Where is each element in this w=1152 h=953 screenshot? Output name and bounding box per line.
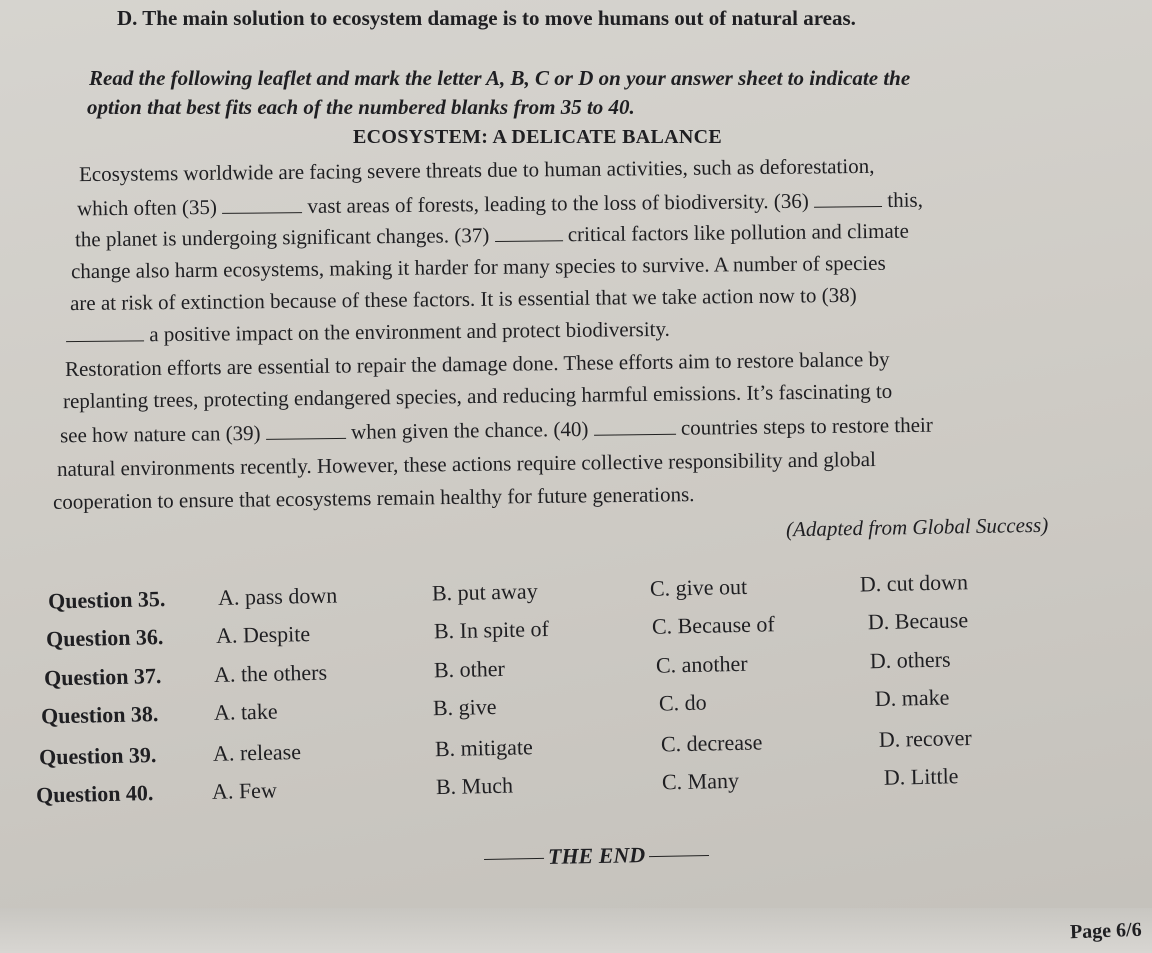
dash-right bbox=[649, 855, 709, 857]
paragraph-line: which often (35) vast areas of forests, leading to the loss of biodiversity. (36) this, bbox=[76, 187, 924, 221]
blank-39 bbox=[266, 438, 346, 440]
blank-38 bbox=[66, 340, 144, 342]
paragraph-line: a positive impact on the environment and protect biodiversity. bbox=[66, 317, 670, 348]
blank-35 bbox=[222, 212, 302, 214]
question-row: Question 35. A. pass down B. put away C. give out D. cut down bbox=[47, 569, 969, 614]
question-row: Question 38. A. take B. give C. do D. make bbox=[40, 684, 950, 729]
previous-option-d: D. The main solution to ecosystem damage is to move humans out of natural areas. bbox=[117, 6, 856, 30]
question-row: Question 39. A. release B. mitigate C. decrease D. recover bbox=[38, 724, 972, 770]
dash-left bbox=[484, 858, 544, 860]
page-number: Page 6/6 bbox=[1069, 918, 1143, 944]
paragraph-line: the planet is undergoing significant changes. (37) critical factors like pollution and climate bbox=[74, 218, 910, 252]
blank-36 bbox=[814, 206, 882, 208]
paragraph-line: natural environments recently. However, these actions require collective responsibility and global bbox=[56, 446, 876, 482]
paragraph-line: replanting trees, protecting endangered species, and reducing harmful emissions. It’s fascinating to bbox=[62, 378, 893, 414]
blank-40 bbox=[594, 434, 676, 436]
blank-37 bbox=[495, 240, 563, 242]
question-row: Question 36. A. Despite B. In spite of C. Because of D. Because bbox=[45, 607, 969, 652]
source-credit: (Adapted from Global Success) bbox=[785, 512, 1049, 542]
paragraph-line: are at risk of extinction because of these factors. It is essential that we take action now to (38) bbox=[69, 282, 857, 316]
question-row: Question 37. A. the others B. other C. another D. others bbox=[43, 646, 951, 691]
paragraph-line: Restoration efforts are essential to repair the damage done. These efforts aim to restore balance by bbox=[64, 346, 890, 382]
question-row: Question 40. A. Few B. Much C. Many D. Little bbox=[35, 763, 959, 808]
leaflet-title: ECOSYSTEM: A DELICATE BALANCE bbox=[353, 126, 722, 148]
paragraph-line: Ecosystems worldwide are facing severe threats due to human activities, such as deforestation, bbox=[78, 153, 875, 187]
the-end-marker: THE END bbox=[480, 841, 714, 871]
page-bottom-edge bbox=[0, 908, 1152, 953]
paragraph-line: change also harm ecosystems, making it harder for many species to survive. A number of species bbox=[70, 250, 886, 284]
paragraph-line: see how nature can (39) when given the chance. (40) countries steps to restore their bbox=[59, 412, 933, 448]
instruction-line-2: option that best fits each of the numbered blanks from 35 to 40. bbox=[87, 95, 635, 119]
paragraph-line: cooperation to ensure that ecosystems remain healthy for future generations. bbox=[52, 482, 695, 514]
instruction-line-1: Read the following leaflet and mark the letter A, B, C or D on your answer sheet to indicate the bbox=[89, 66, 911, 90]
